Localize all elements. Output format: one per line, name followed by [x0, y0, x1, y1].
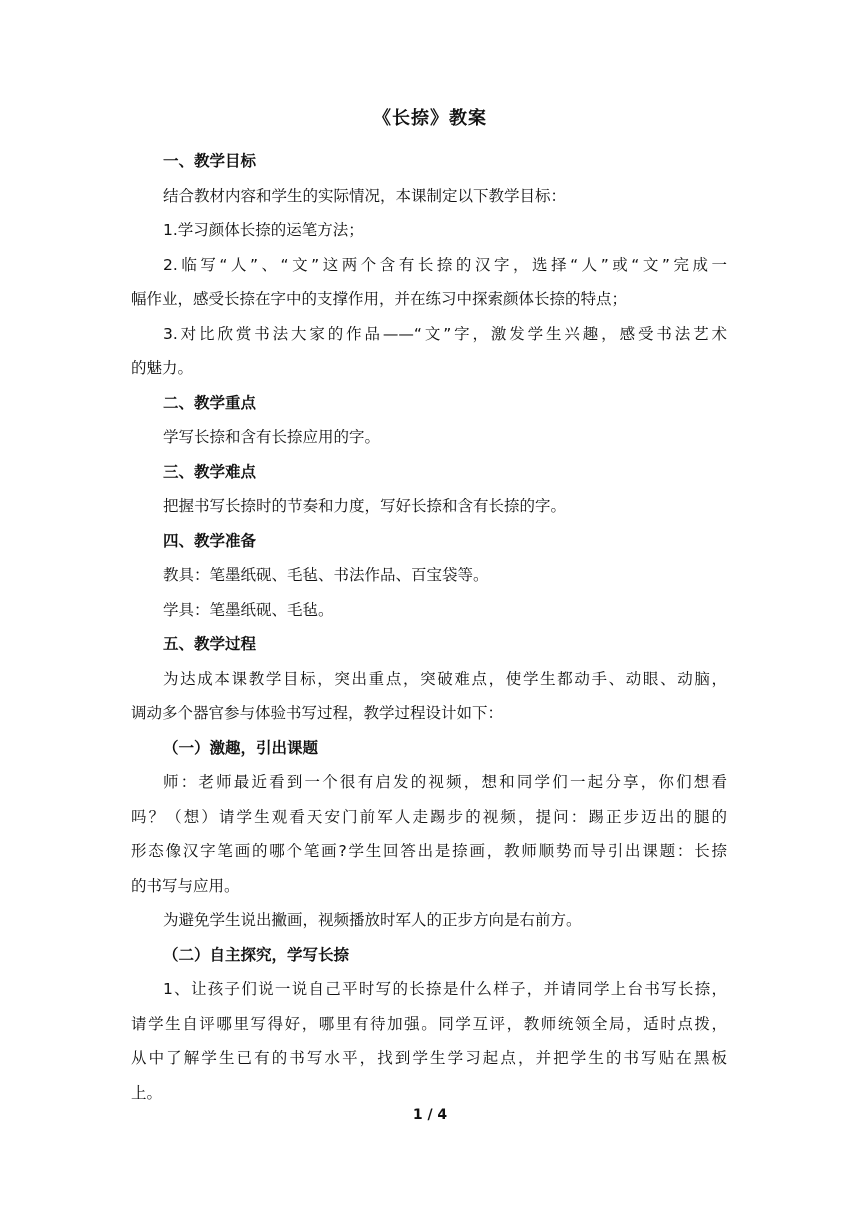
paragraph-line: 3.对比欣赏书法大家的作品——“文”字，激发学生兴趣，感受书法艺术 — [163, 324, 727, 343]
paragraph-line: 的书写与应用。 — [131, 876, 240, 895]
paragraph-line: 为达成本课教学目标，突出重点，突破难点，使学生都动手、动眼、动脑， — [163, 669, 727, 688]
paragraph-line: 师：老师最近看到一个很有启发的视频，想和同学们一起分享，你们想看 — [163, 773, 727, 791]
paragraph-line: 把握书写长捺时的节奏和力度，写好长捺和含有长捺的字。 — [163, 497, 567, 515]
paragraph-line: 幅作业，感受长捺在字中的支撑作用，并在练习中探索颜体长捺的特点； — [131, 290, 628, 308]
section-heading-process: 五、教学过程 — [163, 635, 257, 653]
section-heading-key-points: 二、教学重点 — [163, 393, 257, 412]
paragraph-line: 教具：笔墨纸砚、毛毡、书法作品、百宝袋等。 — [163, 566, 489, 584]
paragraph-line: 1.学习颜体长捺的运笔方法； — [163, 221, 364, 239]
paragraph-line: 2.临写“人”、“文”这两个含有长捺的汉字，选择“人”或“文”完成一 — [163, 255, 727, 274]
paragraph-line: 为避免学生说出撇画，视频播放时军人的正步方向是右前方。 — [163, 911, 582, 929]
subsection-heading-explore: （二）自主探究，学写长捺 — [163, 945, 350, 964]
subsection-heading-intro: （一）激趣，引出课题 — [163, 738, 319, 757]
section-heading-preparation: 四、教学准备 — [163, 531, 257, 550]
paragraph-line: 学具：笔墨纸砚、毛毡。 — [163, 600, 334, 619]
document-title: 《长捺》教案 — [373, 108, 487, 129]
paragraph-line: 上。 — [131, 1083, 163, 1102]
paragraph-line: 结合教材内容和学生的实际情况，本课制定以下教学目标： — [163, 186, 567, 205]
section-heading-objectives: 一、教学目标 — [163, 152, 257, 170]
document-body — [131, 144, 727, 1110]
section-heading-difficulties: 三、教学难点 — [163, 462, 257, 481]
paragraph-line: 1、让孩子们说一说自己平时写的长捺是什么样子，并请同学上台书写长捺， — [163, 980, 727, 998]
paragraph-line: 调动多个器官参与体验书写过程，教学过程设计如下： — [131, 704, 504, 722]
paragraph-line: 从中了解学生已有的书写水平，找到学生学习起点，并把学生的书写贴在黑板 — [131, 1049, 727, 1067]
paragraph-line: 请学生自评哪里写得好，哪里有待加强。同学互评，教师统领全局，适时点拨， — [131, 1014, 727, 1033]
paragraph-line: 的魅力。 — [131, 359, 194, 377]
paragraph-line: 学写长捺和含有长捺应用的字。 — [163, 428, 381, 446]
page-number: 1 / 4 — [412, 1107, 448, 1123]
paragraph-line: 形态像汉字笔画的哪个笔画?学生回答出是捺画，教师顺势而导引出课题：长捺 — [131, 842, 727, 860]
paragraph-line: 吗？（想）请学生观看天安门前军人走踢步的视频，提问：踢正步迈出的腿的 — [131, 807, 727, 826]
